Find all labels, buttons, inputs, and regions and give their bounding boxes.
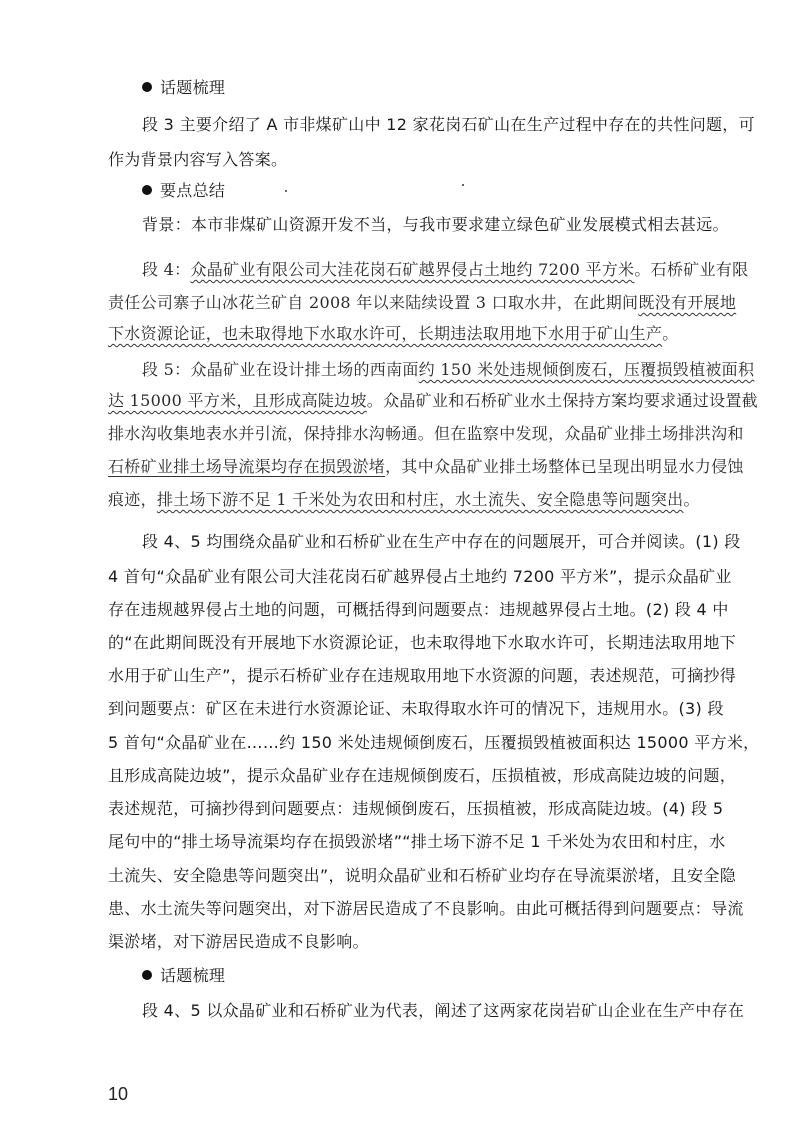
paragraph-line: 到问题要点：矿区在未进行水资源论证、未取得取水许可的情况下，违规用水。(3) 段 [108,699,724,718]
bullet-icon [142,82,152,92]
section-heading: 话题梳理 [142,78,225,98]
scan-speck [285,190,287,192]
paragraph-line: 的“在此期间既没有开展地下水资源论证，也未取得地下水取水许可，长期违法取用地下 [108,633,736,652]
paragraph-line: 4 首句“众晶矿业有限公司大洼花岗石矿越界侵占土地约 7200 平方米”，提示众晶矿业 [108,567,732,586]
paragraph-line: 患、水土流失等问题突出，对下游居民造成了不良影响。由此可概括得到问题要点：导流 [108,899,744,918]
scan-speck [462,184,464,186]
bullet-icon [142,970,152,980]
excerpt-line: 段 4：众晶矿业有限公司大洼花岗石矿越界侵占土地约 7200 平方米。石桥矿业有限 [142,260,749,279]
paragraph-line: 段 4、5 均围绕众晶矿业和石桥矿业在生产中存在的问题展开，可合并阅读。(1) 段 [142,532,741,551]
paragraph-line: 表述规范，可摘抄得到问题要点：违规倾倒废石，压损植被，形成高陡边坡。(4) 段 5 [108,799,724,818]
excerpt-line: 达 15000 平方米，且形成高陡边坡。众晶矿业和石桥矿业水土保持方案均要求通过设置截 [108,391,758,410]
excerpt-line: 段 5：众晶矿业在设计排土场的西南面约 150 米处违规倾倒废石，压覆损毁植被面积 [142,360,755,379]
paragraph-line: 渠淤堵，对下游居民造成不良影响。 [108,932,369,951]
paragraph-line: 水用于矿山生产”，提示石桥矿业存在违规取用地下水资源的问题，表述规范，可摘抄得 [108,666,736,685]
paragraph-line: 作为背景内容写入答案。 [108,150,288,169]
section-heading: 要点总结 [142,181,225,201]
excerpt-line: 石桥矿业排土场导流渠均存在损毁淤堵，其中众晶矿业排土场整体已呈现出明显水力侵蚀 [108,457,744,476]
excerpt-line: 排水沟收集地表水并引流，保持排水沟畅通。但在监察中发现，众晶矿业排土场排洪沟和 [108,424,744,443]
section-heading: 话题梳理 [142,966,225,986]
paragraph-line: 5 首句“众晶矿业在……约 150 米处违规倾倒废石，压覆损毁植被面积达 15000 平方米， [108,733,760,752]
paragraph-line: 土流失、安全隐患等问题突出”，说明众晶矿业和石桥矿业均存在导流渠淤堵，且安全隐 [108,866,736,885]
bullet-icon [142,185,152,195]
excerpt-line: 责任公司寨子山冰花兰矿自 2008 年以来陆续设置 3 口取水井，在此期间既没有开展地 [108,293,737,312]
excerpt-line: 痕迹，排土场下游不足 1 千米处为农田和村庄，水土流失、安全隐患等问题突出。 [108,490,700,509]
paragraph-line: 且形成高陡边坡”，提示众晶矿业存在违规倾倒废石，压损植被，形成高陡边坡的问题， [108,766,736,785]
page-number: 10 [108,1084,129,1104]
paragraph-line: 段 3 主要介绍了 A 市非煤矿山中 12 家花岗石矿山在生产过程中存在的共性问题，可 [142,115,755,134]
paragraph-line: 存在违规越界侵占土地的问题，可概括得到问题要点：违规越界侵占土地。(2) 段 4 中 [108,600,729,619]
paragraph-line: 段 4、5 以众晶矿业和石桥矿业为代表，阐述了这两家花岗岩矿山企业在生产中存在 [142,1001,745,1020]
paragraph-line: 尾句中的“排土场导流渠均存在损毁淤堵”“排土场下游不足 1 千米处为农田和村庄，水 [108,832,726,851]
paragraph-line: 背景：本市非煤矿山资源开发不当，与我市要求建立绿色矿业发展模式相去甚远。 [142,215,729,234]
excerpt-line: 下水资源论证，也未取得地下水取水许可，长期违法取用地下水用于矿山生产。 [108,324,679,343]
